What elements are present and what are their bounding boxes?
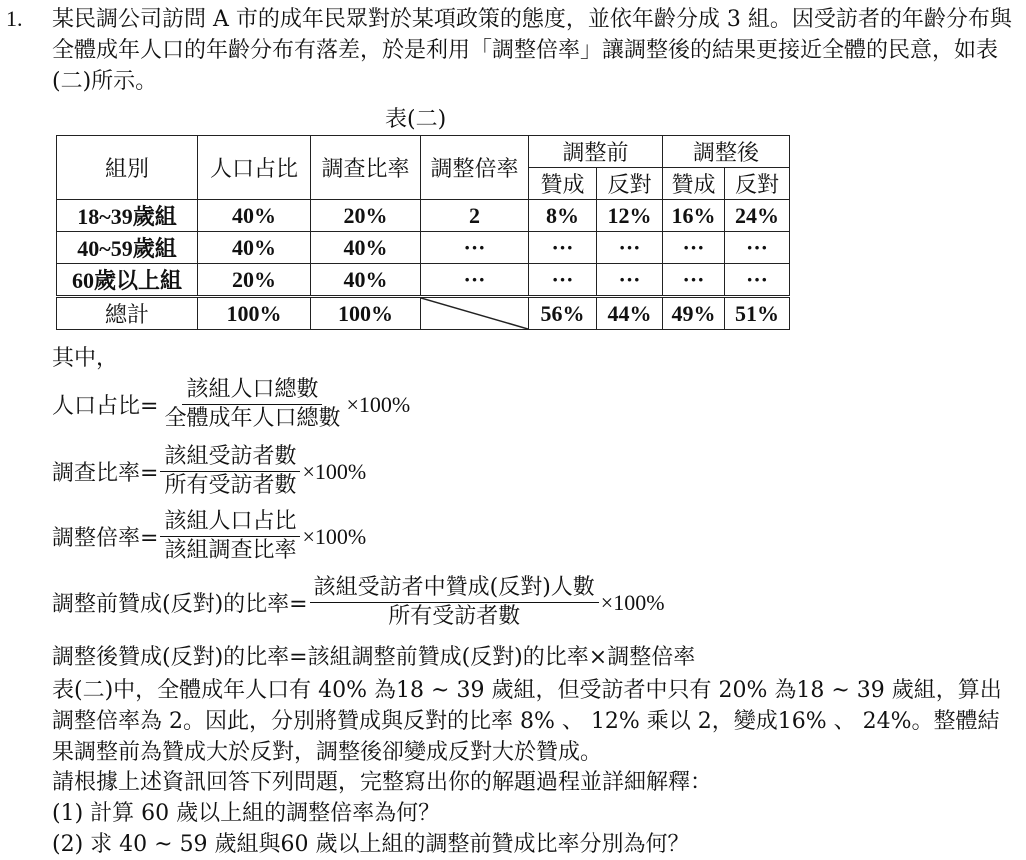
total-after-oppose: 51% — [725, 297, 790, 330]
row-after-oppose: ··· — [725, 232, 790, 264]
fraction — [310, 574, 599, 631]
row-population: 40% — [198, 232, 311, 264]
header-multiplier: 調整倍率 — [421, 136, 529, 200]
row-population: 20% — [198, 264, 311, 297]
table-row — [57, 200, 790, 232]
question-number: 1. — [6, 6, 23, 31]
question-1: (1) 計算 60 歲以上組的調整倍率為何？ — [52, 801, 441, 826]
total-before-agree: 56% — [529, 297, 597, 330]
row-survey: 40% — [311, 264, 421, 297]
formula-lhs: 調查比率= — [52, 461, 159, 486]
adjustment-table — [56, 135, 790, 330]
total-after-agree: 49% — [663, 297, 725, 330]
row-before-oppose: ··· — [597, 232, 663, 264]
table-row — [57, 232, 790, 264]
intro-paragraph: 某民調公司訪問 A 市的成年民眾對於某項政策的態度，並依年齡分成 3 組。因受訪者的年齡分布與全體成年人口的年齡分布有落差，於是利用「調整倍率」讓調整後的結果更接近全體的民意，如表(二)所示。 — [52, 7, 1012, 94]
explanation-paragraph: 表(二)中，全體成年人口有 40% 為18 ~ 39 歲組，但受訪者中只有 20% 為18 ~ 39 歲組，算出調整倍率為 2。因此，分別將贊成與反對的比率 8% 、 12% 乘以 2，變成16% 、 24%。整體結果調整前為贊成大於反對，調整後卻變成反對大於贊成。 — [52, 678, 1002, 765]
diagonal-cell — [421, 297, 529, 330]
formula-population — [52, 376, 410, 433]
question-2: (2) 求 40 ~ 59 歲組與60 歲以上組的調整前贊成比率分別為何？ — [52, 832, 690, 857]
row-before-agree: ··· — [529, 232, 597, 264]
table-total-row — [57, 297, 790, 330]
table-title: 表(二) — [385, 107, 447, 132]
row-before-agree: ··· — [529, 264, 597, 297]
row-before-oppose: ··· — [597, 264, 663, 297]
row-survey: 20% — [311, 200, 421, 232]
row-after-oppose: 24% — [725, 200, 790, 232]
total-label: 總計 — [57, 297, 198, 330]
header-before-agree: 贊成 — [529, 168, 597, 200]
fraction — [160, 508, 300, 565]
header-after-oppose: 反對 — [725, 168, 790, 200]
diagonal-line — [421, 298, 528, 329]
header-after: 調整後 — [663, 136, 790, 168]
fraction — [160, 376, 344, 433]
denominator: 所有受訪者數 — [388, 604, 521, 629]
row-group: 60歲以上組 — [57, 264, 198, 297]
denominator: 該組調查比率 — [164, 538, 297, 563]
header-before: 調整前 — [529, 136, 663, 168]
total-before-oppose: 44% — [597, 297, 663, 330]
row-group: 40~59歲組 — [57, 232, 198, 264]
header-group: 組別 — [57, 136, 198, 200]
denominator: 全體成年人口總數 — [164, 406, 341, 431]
total-population: 100% — [198, 297, 311, 330]
row-multiplier: ··· — [421, 232, 529, 264]
row-after-agree: ··· — [663, 232, 725, 264]
row-after-oppose: ··· — [725, 264, 790, 297]
header-population: 人口占比 — [198, 136, 311, 200]
row-multiplier: ··· — [421, 264, 529, 297]
header-after-agree: 贊成 — [663, 168, 725, 200]
formula-after-ratio: 調整後贊成(反對)的比率=該組調整前贊成(反對)的比率×調整倍率 — [52, 645, 696, 670]
numerator: 該組人口總數 — [182, 376, 322, 405]
numerator: 該組人口占比 — [160, 508, 300, 537]
formula-survey — [52, 443, 366, 500]
instruction: 請根據上述資訊回答下列問題，完整寫出你的解題過程並詳細解釋： — [52, 770, 713, 795]
numerator: 該組受訪者數 — [160, 443, 300, 472]
formula-suffix: ×100% — [302, 458, 367, 484]
row-after-agree: ··· — [663, 264, 725, 297]
formula-suffix: ×100% — [302, 523, 367, 549]
formula-lhs: 調整前贊成(反對)的比率= — [52, 592, 308, 617]
row-population: 40% — [198, 200, 311, 232]
row-before-oppose: 12% — [597, 200, 663, 232]
header-survey: 調查比率 — [311, 136, 421, 200]
formula-suffix: ×100% — [600, 589, 665, 615]
formula-suffix: ×100% — [346, 391, 411, 417]
row-survey: 40% — [311, 232, 421, 264]
formula-lhs: 調整倍率= — [52, 526, 159, 551]
where-label: 其中， — [52, 346, 119, 371]
denominator: 所有受訪者數 — [164, 473, 297, 498]
row-group: 18~39歲組 — [57, 200, 198, 232]
formula-before-ratio — [52, 574, 665, 631]
fraction — [160, 443, 300, 500]
row-multiplier: 2 — [421, 200, 529, 232]
row-before-agree: 8% — [529, 200, 597, 232]
formula-lhs: 人口占比= — [52, 394, 159, 419]
total-survey: 100% — [311, 297, 421, 330]
numerator: 該組受訪者中贊成(反對)人數 — [310, 574, 599, 603]
row-after-agree: 16% — [663, 200, 725, 232]
table-row — [57, 264, 790, 297]
formula-multiplier — [52, 508, 366, 565]
header-before-oppose: 反對 — [597, 168, 663, 200]
